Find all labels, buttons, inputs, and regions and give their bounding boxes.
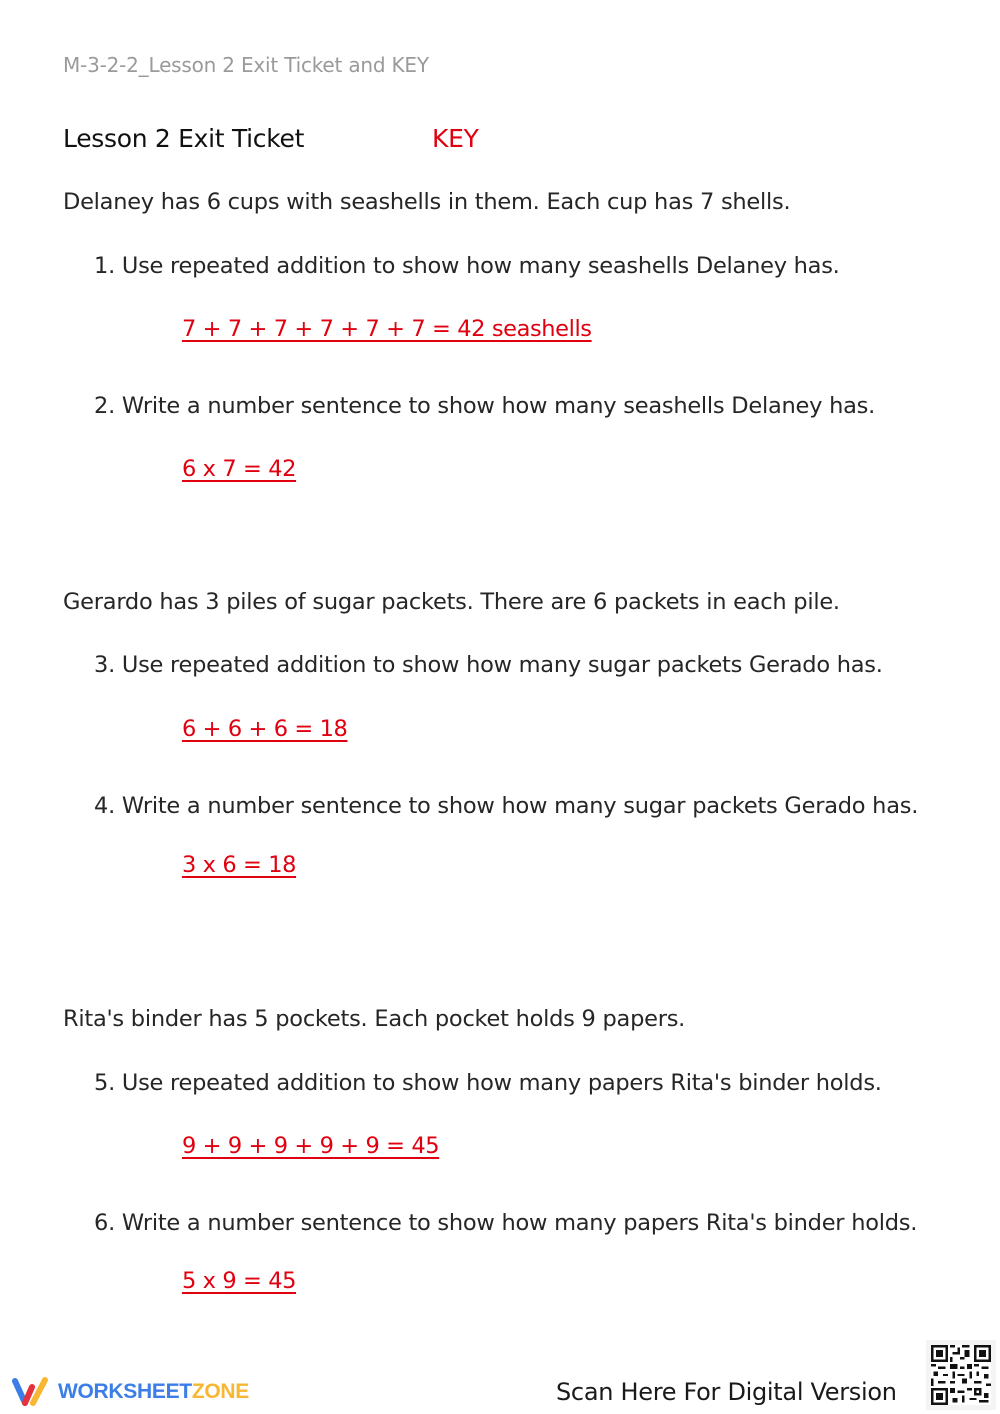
answer-3: 6 + 6 + 6 = 18 [182,716,348,742]
question-1: 1. Use repeated addition to show how many seashells Delaney has. [94,253,840,279]
question-6: 6. Write a number sentence to show how many papers Rita's binder holds. [94,1210,918,1236]
logo-text [58,1380,249,1404]
logo-word-zone: ZONE [191,1380,249,1403]
question-3: 3. Use repeated addition to show how many sugar packets Gerado has. [94,652,883,678]
logo-word-worksheet: WORKSHEET [58,1380,192,1403]
answer-5: 9 + 9 + 9 + 9 + 9 = 45 [182,1133,440,1159]
document-header: M-3-2-2_Lesson 2 Exit Ticket and KEY [63,53,429,77]
question-4: 4. Write a number sentence to show how many sugar packets Gerado has. [94,793,919,819]
section-2-prompt: Gerardo has 3 piles of sugar packets. There are 6 packets in each pile. [63,589,840,615]
answer-4: 3 x 6 = 18 [182,852,297,878]
answer-6: 5 x 9 = 45 [182,1268,297,1294]
scan-digital-version-text: Scan Here For Digital Version [556,1378,897,1406]
qr-code[interactable] [926,1340,996,1410]
answer-2: 6 x 7 = 42 [182,456,297,482]
worksheetzone-logo-icon [10,1375,52,1409]
worksheetzone-logo[interactable] [10,1375,249,1409]
question-5: 5. Use repeated addition to show how many papers Rita's binder holds. [94,1070,882,1096]
section-1-prompt: Delaney has 6 cups with seashells in them. Each cup has 7 shells. [63,189,791,215]
answer-1: 7 + 7 + 7 + 7 + 7 + 7 = 42 seashells [182,316,592,342]
section-3-prompt: Rita's binder has 5 pockets. Each pocket holds 9 papers. [63,1006,686,1032]
question-2: 2. Write a number sentence to show how many seashells Delaney has. [94,393,876,419]
page-title: Lesson 2 Exit Ticket [63,124,305,153]
key-label: KEY [432,124,479,153]
qr-code-icon [931,1345,991,1405]
